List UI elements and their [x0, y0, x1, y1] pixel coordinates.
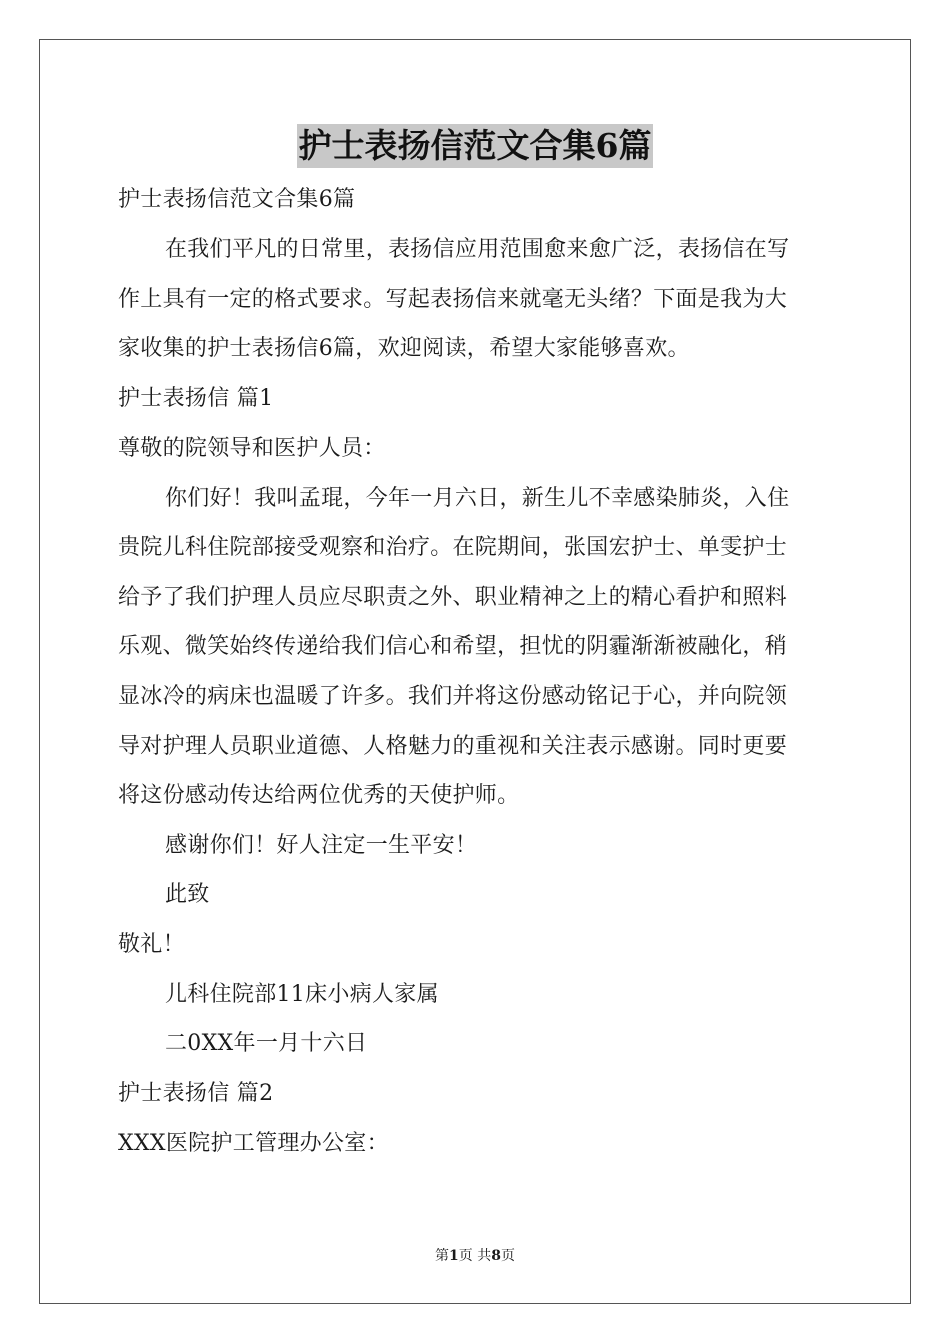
- section-heading: 护士表扬信 篇1: [118, 386, 274, 411]
- footer-total-pages: 8: [491, 1248, 501, 1264]
- document-title: 护士表扬信范文合集6篇: [297, 124, 654, 168]
- page-border: [39, 39, 911, 1304]
- section-heading: 护士表扬信 篇2: [118, 1081, 274, 1106]
- paragraph-line: 乐观、微笑始终传递给我们信心和希望，担忧的阴霾渐渐被融化，稍: [118, 634, 788, 659]
- paragraph-line: 在我们平凡的日常里，表扬信应用范围愈来愈广泛，表扬信在写: [165, 237, 790, 262]
- closing-line: 此致: [165, 882, 210, 907]
- paragraph-line: 贵院儿科住院部接受观察和治疗。在院期间，张国宏护士、单雯护士: [118, 535, 788, 560]
- date-line: 二0XX年一月十六日: [165, 1031, 368, 1056]
- paragraph-line: 给予了我们护理人员应尽职责之外、职业精神之上的精心看护和照料: [118, 585, 788, 610]
- footer-page-number: 1: [449, 1248, 459, 1264]
- paragraph-line: 显冰冷的病床也温暖了许多。我们并将这份感动铭记于心，并向院领: [118, 684, 788, 709]
- signature-line: 儿科住院部11床小病人家属: [165, 982, 439, 1007]
- subtitle-line: 护士表扬信范文合集6篇: [118, 187, 356, 212]
- paragraph-line: 感谢你们！好人注定一生平安！: [165, 833, 478, 858]
- paragraph-line: 你们好！我叫孟琨，今年一月六日，新生儿不幸感染肺炎，入住: [165, 486, 790, 511]
- footer-mid: 页 共: [458, 1248, 492, 1264]
- salutation: XXX医院护工管理办公室：: [118, 1131, 389, 1156]
- paragraph-line: 作上具有一定的格式要求。写起表扬信来就毫无头绪？下面是我为大: [118, 287, 788, 312]
- paragraph-line: 导对护理人员职业道德、人格魅力的重视和关注表示感谢。同时更要: [118, 734, 788, 759]
- paragraph-line: 将这份感动传达给两位优秀的天使护师。: [118, 783, 520, 808]
- page-footer: [0, 1247, 950, 1265]
- salutation: 尊敬的院领导和医护人员：: [118, 436, 386, 461]
- title-wrap: [0, 124, 950, 168]
- paragraph-line: 家收集的护士表扬信6篇，欢迎阅读，希望大家能够喜欢。: [118, 336, 690, 361]
- footer-prefix: 第: [435, 1248, 450, 1264]
- footer-suffix: 页: [500, 1248, 515, 1264]
- closing-line: 敬礼！: [118, 932, 185, 957]
